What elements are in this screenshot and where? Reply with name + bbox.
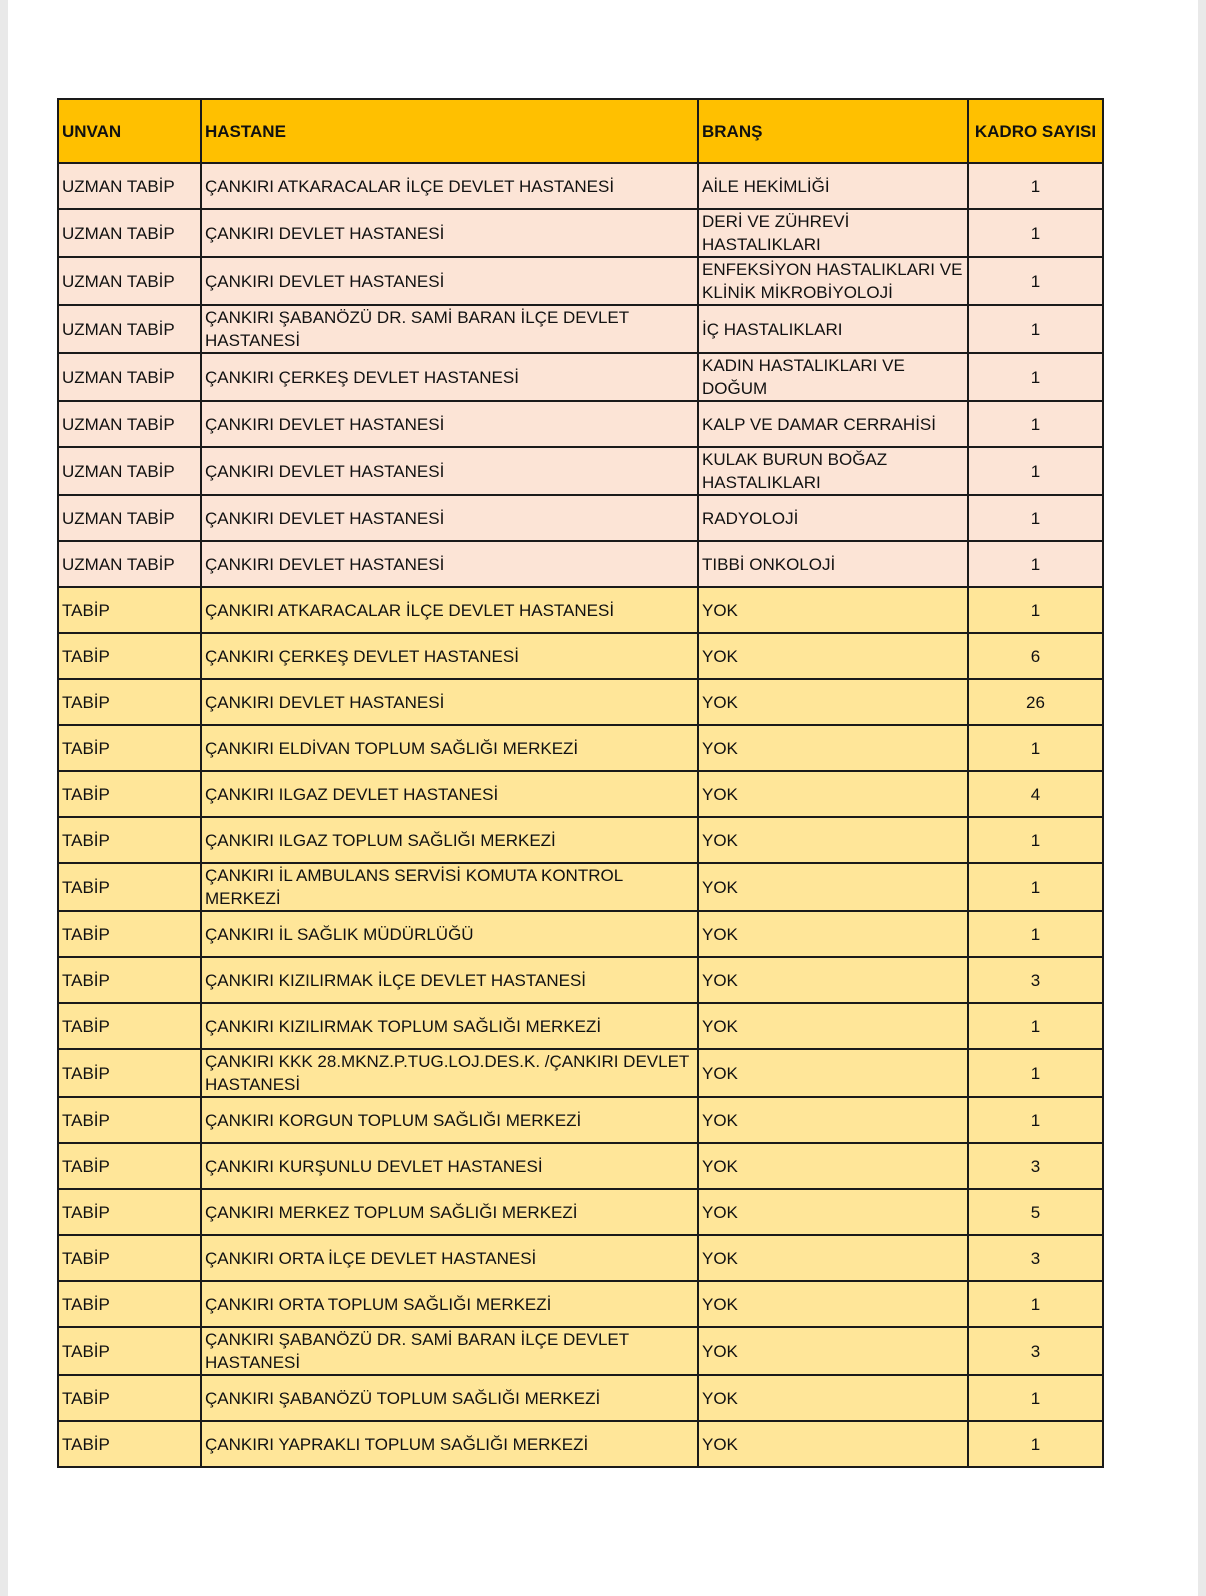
cell-brans: YOK — [698, 1375, 968, 1421]
cell-hastane: ÇANKIRI DEVLET HASTANESİ — [201, 541, 698, 587]
cell-kadro-sayisi: 3 — [968, 1143, 1103, 1189]
table-row — [58, 257, 1103, 305]
cell-hastane: ÇANKIRI ORTA TOPLUM SAĞLIĞI MERKEZİ — [201, 1281, 698, 1327]
cell-unvan: TABİP — [58, 1281, 201, 1327]
cell-brans: KULAK BURUN BOĞAZ HASTALIKLARI — [698, 447, 968, 495]
cell-hastane: ÇANKIRI YAPRAKLI TOPLUM SAĞLIĞI MERKEZİ — [201, 1421, 698, 1467]
table-row — [58, 771, 1103, 817]
cell-brans: YOK — [698, 957, 968, 1003]
cell-kadro-sayisi: 1 — [968, 447, 1103, 495]
cell-kadro-sayisi: 1 — [968, 401, 1103, 447]
table-row — [58, 587, 1103, 633]
cell-kadro-sayisi: 1 — [968, 257, 1103, 305]
cell-kadro-sayisi: 1 — [968, 1375, 1103, 1421]
cell-hastane: ÇANKIRI İL SAĞLIK MÜDÜRLÜĞÜ — [201, 911, 698, 957]
table-row — [58, 541, 1103, 587]
cell-unvan: UZMAN TABİP — [58, 305, 201, 353]
cell-kadro-sayisi: 1 — [968, 725, 1103, 771]
cell-kadro-sayisi: 4 — [968, 771, 1103, 817]
cell-unvan: UZMAN TABİP — [58, 495, 201, 541]
cell-hastane: ÇANKIRI DEVLET HASTANESİ — [201, 447, 698, 495]
cell-unvan: TABİP — [58, 679, 201, 725]
cell-unvan: TABİP — [58, 1189, 201, 1235]
cell-unvan: TABİP — [58, 1097, 201, 1143]
staff-table — [57, 98, 1104, 1468]
cell-hastane: ÇANKIRI ELDİVAN TOPLUM SAĞLIĞI MERKEZİ — [201, 725, 698, 771]
cell-unvan: TABİP — [58, 1143, 201, 1189]
cell-kadro-sayisi: 5 — [968, 1189, 1103, 1235]
cell-unvan: UZMAN TABİP — [58, 541, 201, 587]
cell-unvan: TABİP — [58, 1327, 201, 1375]
table-row — [58, 1143, 1103, 1189]
table-row — [58, 679, 1103, 725]
table-row — [58, 1189, 1103, 1235]
cell-kadro-sayisi: 1 — [968, 353, 1103, 401]
document-page — [8, 0, 1198, 1596]
cell-hastane: ÇANKIRI ÇERKEŞ DEVLET HASTANESİ — [201, 633, 698, 679]
cell-unvan: TABİP — [58, 1003, 201, 1049]
cell-unvan: UZMAN TABİP — [58, 163, 201, 209]
cell-brans: YOK — [698, 817, 968, 863]
cell-kadro-sayisi: 1 — [968, 1281, 1103, 1327]
header-unvan: UNVAN — [58, 99, 201, 163]
cell-brans: İÇ HASTALIKLARI — [698, 305, 968, 353]
table-row — [58, 1327, 1103, 1375]
table-header-row — [58, 99, 1103, 163]
cell-unvan: TABİP — [58, 1049, 201, 1097]
cell-unvan: TABİP — [58, 725, 201, 771]
table-row — [58, 495, 1103, 541]
cell-brans: YOK — [698, 771, 968, 817]
cell-hastane: ÇANKIRI ŞABANÖZÜ DR. SAMİ BARAN İLÇE DEVLET HASTANESİ — [201, 305, 698, 353]
cell-brans: YOK — [698, 1235, 968, 1281]
cell-hastane: ÇANKIRI DEVLET HASTANESİ — [201, 679, 698, 725]
cell-kadro-sayisi: 1 — [968, 1097, 1103, 1143]
cell-unvan: UZMAN TABİP — [58, 209, 201, 257]
cell-hastane: ÇANKIRI İL AMBULANS SERVİSİ KOMUTA KONTROL MERKEZİ — [201, 863, 698, 911]
cell-kadro-sayisi: 3 — [968, 957, 1103, 1003]
cell-kadro-sayisi: 1 — [968, 911, 1103, 957]
cell-brans: TIBBİ ONKOLOJİ — [698, 541, 968, 587]
cell-brans: KADIN HASTALIKLARI VE DOĞUM — [698, 353, 968, 401]
table-row — [58, 305, 1103, 353]
table-row — [58, 1097, 1103, 1143]
table-row — [58, 401, 1103, 447]
cell-unvan: TABİP — [58, 911, 201, 957]
cell-brans: YOK — [698, 633, 968, 679]
table-row — [58, 1421, 1103, 1467]
table-row — [58, 817, 1103, 863]
cell-brans: ENFEKSİYON HASTALIKLARI VE KLİNİK MİKROBİYOLOJİ — [698, 257, 968, 305]
table-row — [58, 1003, 1103, 1049]
table-row — [58, 1235, 1103, 1281]
header-kadro-sayisi: KADRO SAYISI — [968, 99, 1103, 163]
table-row — [58, 725, 1103, 771]
cell-unvan: TABİP — [58, 587, 201, 633]
cell-kadro-sayisi: 1 — [968, 305, 1103, 353]
cell-unvan: UZMAN TABİP — [58, 401, 201, 447]
cell-hastane: ÇANKIRI ILGAZ TOPLUM SAĞLIĞI MERKEZİ — [201, 817, 698, 863]
cell-kadro-sayisi: 1 — [968, 163, 1103, 209]
table-row — [58, 957, 1103, 1003]
cell-hastane: ÇANKIRI ATKARACALAR İLÇE DEVLET HASTANESİ — [201, 163, 698, 209]
cell-kadro-sayisi: 3 — [968, 1327, 1103, 1375]
table-body — [58, 163, 1103, 1467]
cell-kadro-sayisi: 1 — [968, 209, 1103, 257]
cell-brans: YOK — [698, 1189, 968, 1235]
cell-unvan: UZMAN TABİP — [58, 353, 201, 401]
cell-brans: YOK — [698, 911, 968, 957]
cell-unvan: TABİP — [58, 957, 201, 1003]
cell-brans: KALP VE DAMAR CERRAHİSİ — [698, 401, 968, 447]
table-row — [58, 633, 1103, 679]
table-row — [58, 209, 1103, 257]
cell-hastane: ÇANKIRI KIZILIRMAK İLÇE DEVLET HASTANESİ — [201, 957, 698, 1003]
cell-kadro-sayisi: 3 — [968, 1235, 1103, 1281]
table-row — [58, 1049, 1103, 1097]
cell-kadro-sayisi: 1 — [968, 1049, 1103, 1097]
cell-brans: YOK — [698, 1143, 968, 1189]
cell-unvan: TABİP — [58, 863, 201, 911]
cell-brans: RADYOLOJİ — [698, 495, 968, 541]
table-row — [58, 447, 1103, 495]
cell-kadro-sayisi: 1 — [968, 495, 1103, 541]
cell-unvan: UZMAN TABİP — [58, 257, 201, 305]
cell-kadro-sayisi: 6 — [968, 633, 1103, 679]
table-row — [58, 1375, 1103, 1421]
cell-kadro-sayisi: 1 — [968, 1421, 1103, 1467]
cell-unvan: UZMAN TABİP — [58, 447, 201, 495]
table-row — [58, 1281, 1103, 1327]
cell-hastane: ÇANKIRI ILGAZ DEVLET HASTANESİ — [201, 771, 698, 817]
header-hastane: HASTANE — [201, 99, 698, 163]
cell-hastane: ÇANKIRI DEVLET HASTANESİ — [201, 209, 698, 257]
cell-brans: DERİ VE ZÜHREVİ HASTALIKLARI — [698, 209, 968, 257]
cell-hastane: ÇANKIRI ORTA İLÇE DEVLET HASTANESİ — [201, 1235, 698, 1281]
cell-unvan: TABİP — [58, 633, 201, 679]
cell-hastane: ÇANKIRI DEVLET HASTANESİ — [201, 401, 698, 447]
cell-brans: YOK — [698, 863, 968, 911]
cell-hastane: ÇANKIRI DEVLET HASTANESİ — [201, 495, 698, 541]
cell-hastane: ÇANKIRI KORGUN TOPLUM SAĞLIĞI MERKEZİ — [201, 1097, 698, 1143]
cell-brans: YOK — [698, 587, 968, 633]
cell-kadro-sayisi: 1 — [968, 863, 1103, 911]
cell-kadro-sayisi: 1 — [968, 817, 1103, 863]
cell-kadro-sayisi: 1 — [968, 587, 1103, 633]
cell-hastane: ÇANKIRI KKK 28.MKNZ.P.TUG.LOJ.DES.K. /ÇANKIRI DEVLET HASTANESİ — [201, 1049, 698, 1097]
cell-brans: YOK — [698, 1281, 968, 1327]
table-row — [58, 863, 1103, 911]
cell-brans: YOK — [698, 1097, 968, 1143]
cell-kadro-sayisi: 1 — [968, 541, 1103, 587]
cell-brans: AİLE HEKİMLİĞİ — [698, 163, 968, 209]
cell-brans: YOK — [698, 1003, 968, 1049]
table-row — [58, 353, 1103, 401]
header-brans: BRANŞ — [698, 99, 968, 163]
cell-hastane: ÇANKIRI ATKARACALAR İLÇE DEVLET HASTANESİ — [201, 587, 698, 633]
cell-unvan: TABİP — [58, 1235, 201, 1281]
table-row — [58, 163, 1103, 209]
cell-brans: YOK — [698, 679, 968, 725]
cell-hastane: ÇANKIRI ŞABANÖZÜ DR. SAMİ BARAN İLÇE DEVLET HASTANESİ — [201, 1327, 698, 1375]
cell-kadro-sayisi: 1 — [968, 1003, 1103, 1049]
cell-hastane: ÇANKIRI DEVLET HASTANESİ — [201, 257, 698, 305]
cell-hastane: ÇANKIRI ÇERKEŞ DEVLET HASTANESİ — [201, 353, 698, 401]
cell-hastane: ÇANKIRI MERKEZ TOPLUM SAĞLIĞI MERKEZİ — [201, 1189, 698, 1235]
cell-brans: YOK — [698, 725, 968, 771]
cell-hastane: ÇANKIRI KURŞUNLU DEVLET HASTANESİ — [201, 1143, 698, 1189]
cell-hastane: ÇANKIRI KIZILIRMAK TOPLUM SAĞLIĞI MERKEZİ — [201, 1003, 698, 1049]
cell-unvan: TABİP — [58, 817, 201, 863]
cell-unvan: TABİP — [58, 1375, 201, 1421]
cell-kadro-sayisi: 26 — [968, 679, 1103, 725]
cell-unvan: TABİP — [58, 1421, 201, 1467]
cell-brans: YOK — [698, 1421, 968, 1467]
table-row — [58, 911, 1103, 957]
cell-hastane: ÇANKIRI ŞABANÖZÜ TOPLUM SAĞLIĞI MERKEZİ — [201, 1375, 698, 1421]
cell-unvan: TABİP — [58, 771, 201, 817]
cell-brans: YOK — [698, 1327, 968, 1375]
cell-brans: YOK — [698, 1049, 968, 1097]
